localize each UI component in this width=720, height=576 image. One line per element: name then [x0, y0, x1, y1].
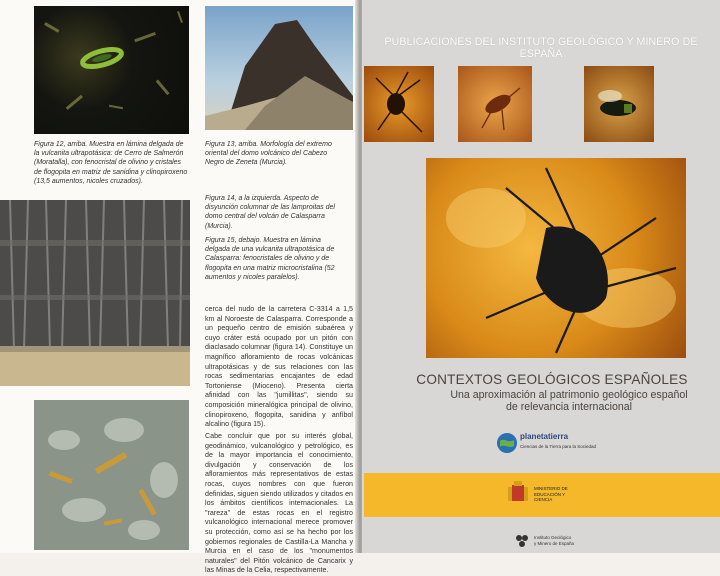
igme-icon — [514, 533, 530, 549]
book-title: CONTEXTOS GEOLÓGICOS ESPAÑOLES — [416, 372, 688, 387]
caption-figure-12: Figura 12, arriba. Muestra en lámina delgada de la vulcanita ultrapotásica: de Cerro de Salmerón (Moratalla), con fenocristal de olivino y cristales de flogopita en matriz de sanidina y clinopiroxeno (13,5 aumentos, nicoles cruzados). — [34, 141, 188, 185]
amber-photo-bee — [584, 66, 654, 142]
planetatierra-logo — [496, 428, 606, 458]
subtitle-line-1: Una aproximación al patrimonio geológico español — [450, 389, 688, 401]
caption-figure-13: Figura 13, arriba. Morfología del extremo oriental del domo volcánico del Cabezo Negro de Zeneta (Murcia). — [205, 141, 332, 167]
igme-logo — [514, 531, 594, 551]
caption-figure-15: Figura 15, debajo. Muestra en lámina delgada de una vulcanita ultrapotásica de Calasparra: fenocristales de olivino y de flogopita en una matriz microcristalina (52 aumentos y nicoles paralelos). — [205, 237, 335, 281]
subtitle-line-2: de relevancia internacional — [505, 401, 633, 413]
igme-line-1: Instituto Geológico — [534, 535, 572, 540]
body-paragraph-2: Cabe concluir que por su interés global, geodinámico, vulcanológico y petrológico, es de la mayor importancia el conocimiento, divulgación y conservación de los afloramientos más representativos de estas rocas, cuyos nombres con que fueron definidas, siguen siendo utilizados y citados en los ámbitos científicos internacionales. La "rareza" de estas rocas en el registro vulcanológico internacional merece promover su protección, como así se ha hecho por los gobiernos regionales de Castilla-La Mancha y Murcia en el caso de los "monumentos naturales" del Pitón volcánico de Cancarix y las Minas de la Celia, respectivamente. — [205, 432, 353, 575]
figure-15-photo — [34, 400, 189, 550]
figure-12-photo — [34, 6, 189, 134]
insect-icon — [458, 66, 532, 142]
planetatierra-label: planetatierra — [520, 432, 569, 441]
figure-13-photo — [205, 6, 353, 130]
book-subtitle — [436, 389, 702, 413]
thin-section-texture-2 — [34, 400, 189, 550]
publisher-banner: PUBLICACIONES DEL INSTITUTO GEOLÓGICO Y MINERO DE ESPAÑA — [384, 36, 698, 60]
amber-photo-insect — [458, 66, 532, 142]
caption-figure-14: Figura 14, a la izquierda. Aspecto de disyunción columnar de las lamproitas del domo central del volcán de Calasparra (Murcia). — [205, 195, 335, 230]
spider-icon — [364, 66, 434, 142]
bee-icon — [584, 66, 654, 142]
figure-14-photo — [0, 200, 190, 386]
planetatierra-tagline: Ciencias de la Tierra para la Sociedad — [520, 444, 597, 449]
amber-main-photo — [426, 158, 686, 358]
columnar-rock-illustration — [0, 200, 190, 386]
mountain-illustration — [205, 6, 353, 130]
body-paragraph-1: cerca del nudo de la carretera C-3314 a 1,5 km al Noroeste de Calasparra. Corresponde a un pequeño centro de emisión subaérea y cuyo cráter está ocupado por un pitón con diaclasado columnar (figura 14). Constituye un magnífico afloramiento de rocas volcánicas ultrapotásicas y de sus relaciones con las rocas sedimentarias encajantes de edad Tortoniense (Mioceno). Presenta cierta afinidad con las "jumillitas", siendo su composición mineralógica principal de olivino, clinopiroxeno, flogopita, sanidina y anfíbol alcalino (figura 15). — [205, 305, 353, 429]
amber-photo-spider — [364, 66, 434, 142]
igme-line-2: y Minero de España — [534, 541, 575, 546]
ministerio-label: MINISTERIO DE EDUCACIÓN Y CIENCIA — [534, 486, 568, 502]
thin-section-texture — [34, 6, 189, 134]
spider-in-amber-icon — [426, 158, 686, 358]
globe-icon — [496, 432, 518, 454]
coat-of-arms-icon — [506, 481, 530, 507]
